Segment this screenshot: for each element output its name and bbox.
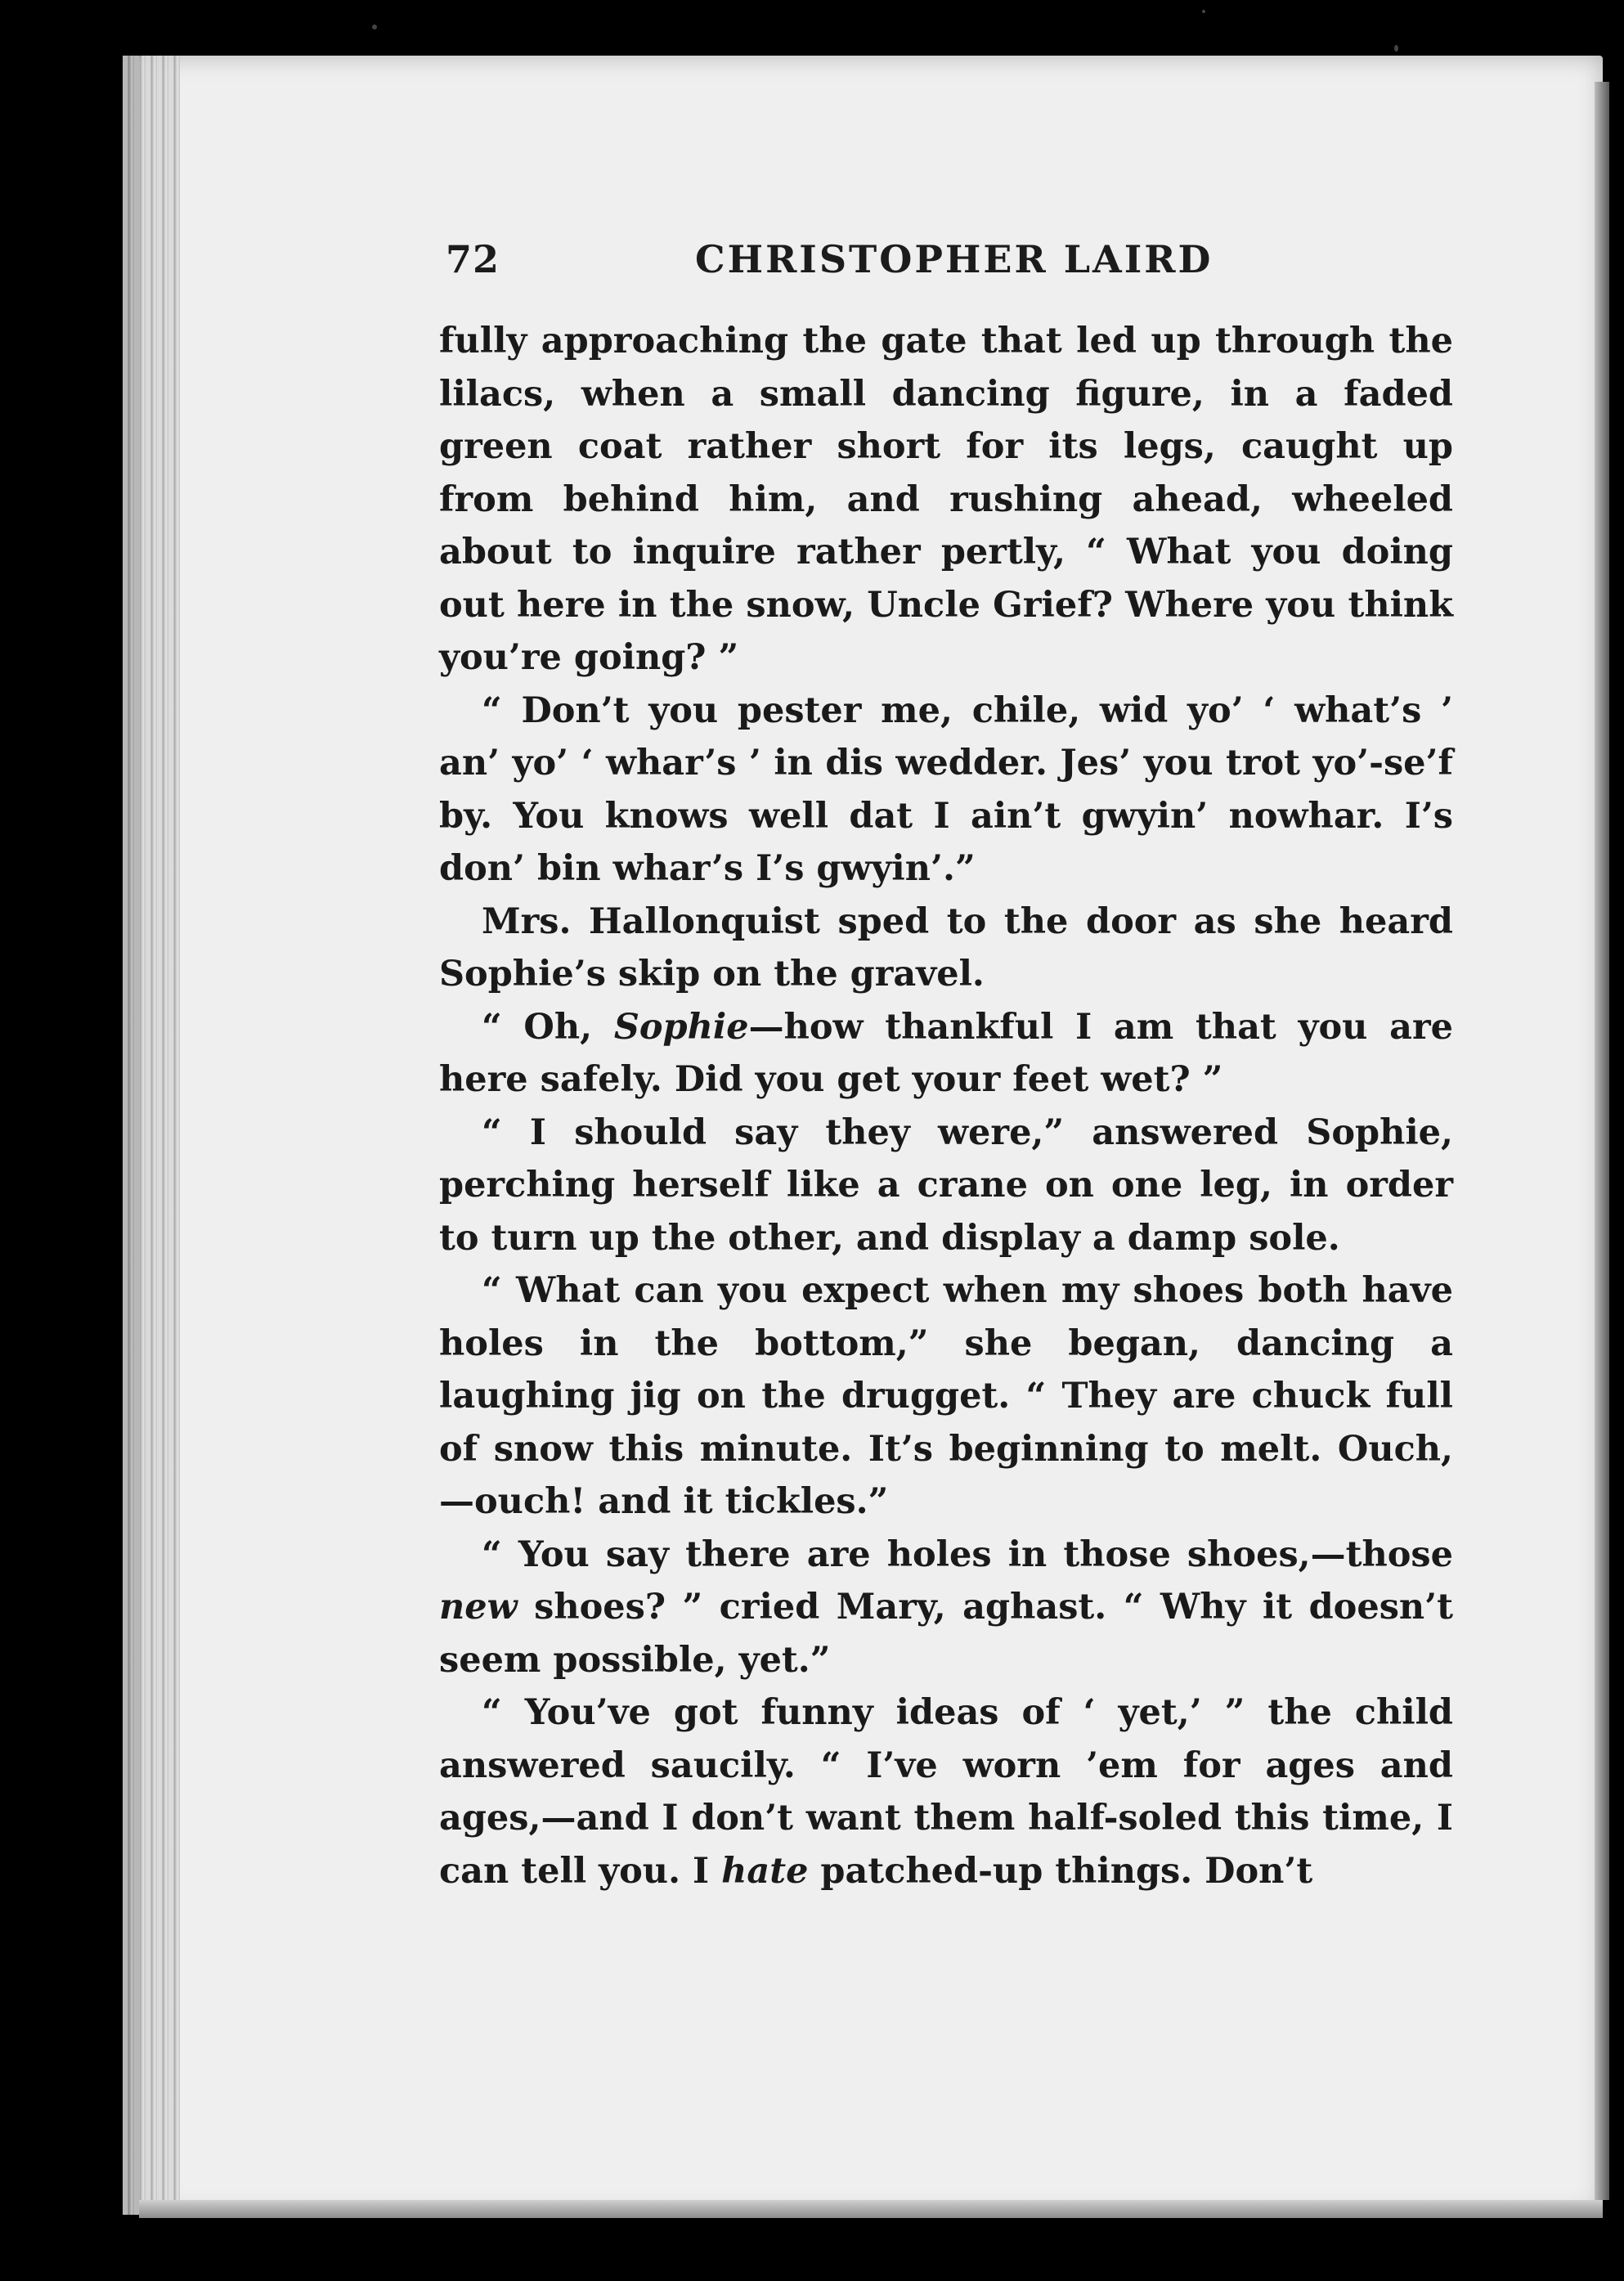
paragraph-8	[439, 1686, 1453, 1897]
paragraph-6: “ What can you expect when my shoes both have holes in the bottom,” she began, dancing a laughing jig on the drugget. “ They are chuck full of snow this minute. It’s beginning to melt. Ouch,—ouch! and it tickles.”	[439, 1270, 1453, 1522]
paragraph-1: fully approaching the gate that led up through the lilacs, when a small dancing figure, in a faded green coat rather short for its legs, caught up from behind him, and rushing ahead, wheeled about to inquire rather pertly, “ What you doing out here in the snow, Uncle Grief? Where you think you’re going? ”	[439, 321, 1453, 678]
paragraph-8-italic: hate	[721, 1850, 809, 1892]
paragraph-7-italic: new	[439, 1587, 518, 1628]
scan-speck	[372, 25, 377, 29]
paragraph-5: “ I should say they were,” answered Sophie, perching herself like a crane on one leg, in order to turn up the other, and display a damp sole.	[439, 1111, 1453, 1259]
paragraph-4-part-a: “ Oh,	[482, 1006, 614, 1048]
paragraph-7-part-a: “ You say there are holes in those shoes,—those	[482, 1533, 1453, 1575]
scan-speck	[1202, 10, 1205, 13]
scan-speck	[1394, 45, 1398, 52]
paragraph-4-part-c: —how thankful I am that you are here safely. Did you get your feet wet? ”	[439, 1006, 1453, 1100]
paragraph-7-part-c: shoes? ” cried Mary, aghast. “ Why it doesn’t seem possible, yet.”	[439, 1587, 1453, 1681]
running-title: CHRISTOPHER LAIRD	[695, 237, 1214, 281]
body-text	[439, 315, 1453, 1897]
paragraph-3: Mrs. Hallonquist sped to the door as she heard Sophie’s skip on the gravel.	[439, 900, 1453, 995]
paragraph-4-italic: Sophie	[613, 1006, 749, 1048]
paragraph-8-part-a: “ You’ve got funny ideas of ‘ yet,’ ” the child answered saucily. “ I’ve worn ’em for ages and ages,—and I don’t want them half-soled this time, I can tell you. I	[439, 1692, 1453, 1892]
page-header	[446, 237, 1460, 303]
page-bottom-edge	[139, 2200, 1603, 2218]
paragraph-8-part-c: patched-up things. Don’t	[808, 1850, 1313, 1892]
paragraph-7	[439, 1529, 1453, 1687]
paragraph-4	[439, 1001, 1453, 1107]
page-number: 72	[446, 237, 500, 281]
page-right-edge	[1595, 82, 1609, 2200]
paragraph-2: “ Don’t you pester me, chile, wid yo’ ‘ what’s ’ an’ yo’ ‘ whar’s ’ in dis wedder. Jes’ you trot yo’-se’f by. You knows well dat I ain’t gwyin’ nowhar. I’s don’ bin whar’s I’s gwyin’.”	[439, 689, 1453, 889]
book-spine-edge	[123, 56, 180, 2215]
